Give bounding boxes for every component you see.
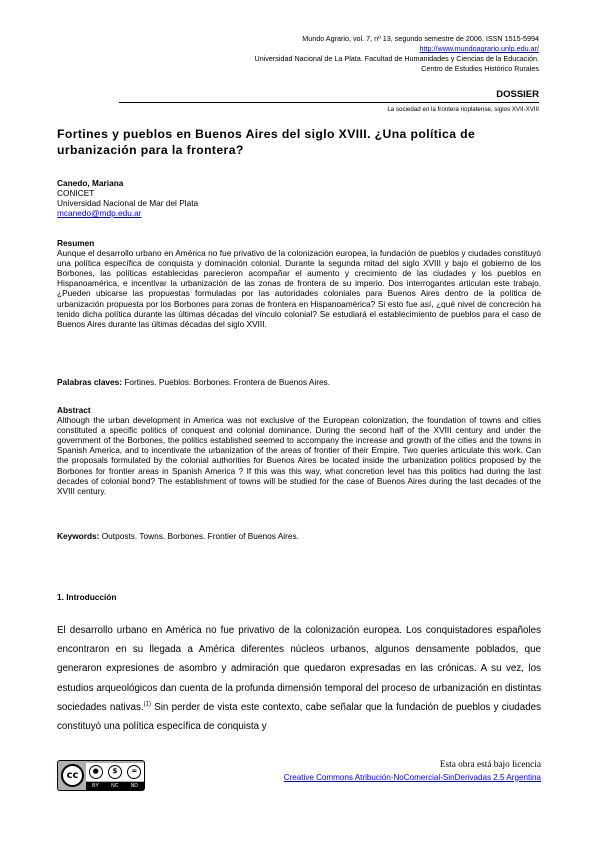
intro-text-before-note: El desarrollo urbano en América no fue privativo de la colonización europea. Los conquistadores españoles encontraron en su llegada a América diferentes núcleos urbanos, algunos densamente poblados, que generaron expresiones de asombro y admiración que quedaron expresadas en las crónicas. A su vez, los estudios arqueológicos dan cuenta de la profunda dimensión temporal del proceso de urbanización en distintas sociedades nativas. xyxy=(57,625,541,713)
author-affiliation-1: CONICET xyxy=(57,188,95,198)
article-title: Fortines y pueblos en Buenos Aires del siglo XVIII. ¿Una política de urbanización para la frontera? xyxy=(57,127,476,157)
footnote-reference[interactable]: (1) xyxy=(143,701,151,708)
author-affiliation-2: Universidad Nacional de Mar del Plata xyxy=(57,198,199,208)
journal-url-link[interactable]: http://www.mundoagrario.unlp.edu.ar/ xyxy=(419,44,539,53)
palabras-claves-text: Fortines. Pueblos. Borbones. Frontera de Buenos Aires. xyxy=(122,377,331,387)
keywords xyxy=(57,531,541,541)
dossier-label: DOSSIER xyxy=(496,89,539,100)
keywords-label: Keywords: xyxy=(57,531,100,541)
palabras-claves xyxy=(57,377,541,387)
dossier-subtitle: La sociedad en la frontera rioplatense, siglos XVII-XVIII xyxy=(387,106,539,113)
journal-header xyxy=(119,34,539,74)
resumen-section xyxy=(57,238,541,329)
citation-line: Mundo Agrario, vol. 7, nº 13, segundo semestre de 2006. ISSN 1515-5994 xyxy=(302,34,539,43)
cc-icon: cc xyxy=(61,764,84,787)
palabras-claves-label: Palabras claves: xyxy=(57,377,123,387)
license-icons xyxy=(86,763,144,781)
introduction-paragraph xyxy=(57,621,541,736)
license-link[interactable]: Creative Commons Atribución-NoComercial-SinDerivadas 2.5 Argentina xyxy=(283,772,541,782)
author-name: Canedo, Mariana xyxy=(57,178,124,188)
author-email-link[interactable]: mcanedo@mdp.edu.ar xyxy=(57,208,142,218)
introduction-heading: 1. Introducción xyxy=(57,592,117,602)
abstract-heading: Abstract xyxy=(57,405,91,415)
author-block xyxy=(57,178,357,218)
person-icon: ● xyxy=(89,765,103,779)
badge-label-nc: NC xyxy=(111,783,119,789)
license-notice xyxy=(201,760,541,783)
resumen-heading: Resumen xyxy=(57,238,95,248)
creative-commons-badge[interactable] xyxy=(57,760,145,791)
research-center-line: Centro de Estudios Histórico Rurales xyxy=(421,64,539,73)
badge-label-by: BY xyxy=(92,783,99,789)
keywords-text: Outposts. Towns. Borbones. Frontier of Buenos Aires. xyxy=(99,531,299,541)
no-money-icon: $ xyxy=(108,765,122,779)
intro-text-after-note: Sin perder de vista este contexto, cabe señalar que la fundación de pueblos y ciudades constituyó una política específica de conquista y xyxy=(57,701,541,733)
institution-line: Universidad Nacional de La Plata. Facultad de Humanidades y Ciencias de la Educación. xyxy=(254,54,539,63)
badge-label-nd: ND xyxy=(130,783,138,789)
abstract-text: Although the urban development in America was not exclusive of the European colonization, the foundation of towns and cities constituted a specific politics of conquest and colonial dominance. During the second half of the XVIII century and under the government of the Borbones, the politics established seemed to accompany the increase and growth of the cities and the towns in Spanish America, and to incentivate the urbanization of the areas of frontier of their Empire. Two queries articulate this work. Can the proposals formulated by the colonial authorities for Buenos Aires be located inside the urbanization politics proposed by the Borbones for frontier areas in Spanish America ? If this was this way, what concretion level has this politics had during the last decades of colonial bond? The establishment of towns will be studied for the case of Buenos Aires during the last decades of the XVIII century. xyxy=(57,415,541,496)
license-labels xyxy=(86,782,144,790)
abstract-section xyxy=(57,405,541,496)
license-intro-text: Esta obra está bajo licencia xyxy=(439,760,541,770)
dossier-divider xyxy=(119,102,539,103)
equals-icon: = xyxy=(127,765,141,779)
dossier-heading xyxy=(119,89,539,114)
resumen-text: Aunque el desarrollo urbano en América no fue privativo de la colonización europea, la fundación de pueblos y ciudades constituyó una política específica de conquista y dominación colonial. Durante la segunda mitad del siglo XVIII y bajo el gobierno de los Borbones, las políticas establecidas parecieron acompañar el aumento y crecimiento de las ciudades y los pueblos en Hispanoamérica, e incentivar la urbanización de las zonas de frontera de su imperio. Dos interrogantes articulan este trabajo. ¿Pueden ubicarse las propuestas formuladas por las autoridades coloniales para Buenos Aires dentro de la política de urbanización propuesta por los Borbones para zonas de frontera en Hispanoamérica? Si esto fue así, ¿qué nivel de concreción ha tenido dicha política durante las últimas décadas del vínculo colonial? Se estudiará el establecimiento de pueblos para el caso de Buenos Aires durante las últimas décadas del siglo XVIII. xyxy=(57,248,541,329)
